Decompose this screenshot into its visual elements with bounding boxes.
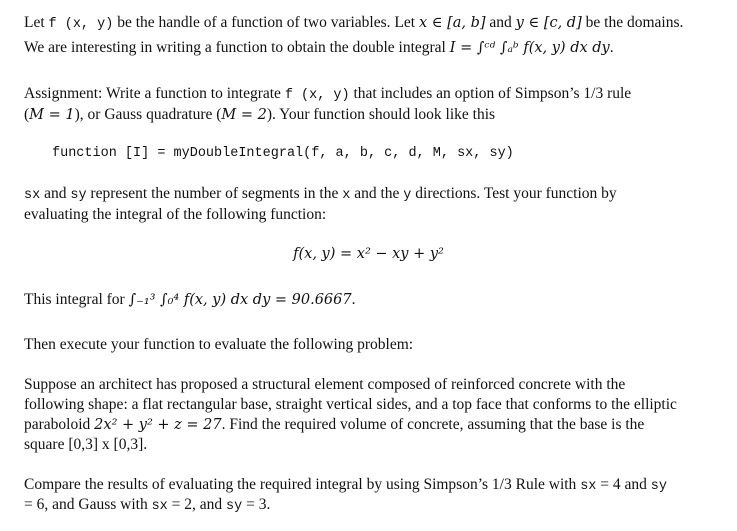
compare-line-2 [24, 495, 270, 517]
text: Assignment: Write a function to integrate [24, 85, 285, 102]
problem-line-4: square [0,3] x [0,3]. [24, 436, 148, 453]
code-sy: sy [226, 499, 243, 514]
code-sx: sx [580, 479, 597, 494]
test-function-equation: f(x, y) = x² − xy + y² [293, 246, 444, 262]
code-sx: sx [151, 499, 168, 514]
math-x-domain: x ∈ [a, b] [418, 15, 486, 31]
code-f: f (x, y) [48, 17, 114, 32]
text: paraboloid [24, 416, 95, 433]
text: and the [350, 185, 404, 202]
intro-line-1 [24, 13, 683, 35]
problem-line-1: Suppose an architect has proposed a structural element composed of reinforced concrete with the [24, 376, 626, 393]
assignment-line-2 [24, 105, 495, 125]
compare-line-1 [24, 475, 667, 497]
text: and [485, 14, 516, 31]
text: be the domains. [581, 14, 684, 31]
math-paraboloid: 2x² + y² + z = 27 [94, 417, 222, 433]
math-m2: M = 2 [221, 107, 267, 123]
segments-line-1 [24, 184, 617, 206]
text: be the handle of a function of two variables. Let [113, 14, 419, 31]
segments-line-2: evaluating the integral of the following function: [24, 206, 327, 223]
text: and [40, 185, 71, 202]
text: We are interesting in writing a function to obtain the double integral [24, 39, 450, 56]
test-integral-line [24, 290, 355, 310]
text: = 3. [242, 496, 271, 513]
text: Compare the results of evaluating the required integral by using Simpson’s 1/3 Rule with [24, 476, 581, 493]
text: . [351, 291, 356, 308]
text: directions. Test your function by [411, 185, 617, 202]
text: Let [24, 14, 49, 31]
text: = 2, and [167, 496, 227, 513]
math-m1: M = 1 [29, 107, 75, 123]
execute-line: Then execute your function to evaluate the following problem: [24, 336, 414, 353]
text: ), or Gauss quadrature ( [74, 106, 222, 123]
assignment-line-1 [24, 84, 631, 106]
code-y: y [403, 188, 412, 203]
text: . [609, 39, 614, 56]
text: . Find the required volume of concrete, assuming that the base is the [221, 416, 645, 433]
problem-line-2: following shape: a flat rectangular base, straight vertical sides, and a top face that conforms to the elliptic [24, 396, 677, 413]
text: that includes an option of Simpson’s 1/3 rule [349, 85, 632, 102]
text: = 6, and Gauss with [24, 496, 152, 513]
text: This integral for [24, 291, 129, 308]
problem-line-3 [24, 415, 644, 435]
text: ). Your function should look like this [266, 106, 496, 123]
code-sx: sx [24, 188, 41, 203]
code-f: f (x, y) [284, 88, 350, 103]
intro-line-2 [24, 38, 614, 58]
math-test-integral: ∫₋₁³ ∫₀⁴ f(x, y) dx dy = 90.6667 [128, 292, 352, 308]
text: ( [24, 106, 30, 123]
function-signature: function [I] = myDoubleIntegral(f, a, b, c, d, M, sx, sy) [52, 146, 514, 161]
math-double-integral: I = ∫ᶜᵈ ∫ₐᵇ f(x, y) dx dy [449, 40, 610, 56]
code-sy: sy [70, 188, 87, 203]
code-x: x [342, 188, 351, 203]
text: represent the number of segments in the [86, 185, 343, 202]
code-sy: sy [650, 479, 667, 494]
math-y-domain: y ∈ [c, d] [515, 15, 582, 31]
text: = 4 and [596, 476, 651, 493]
